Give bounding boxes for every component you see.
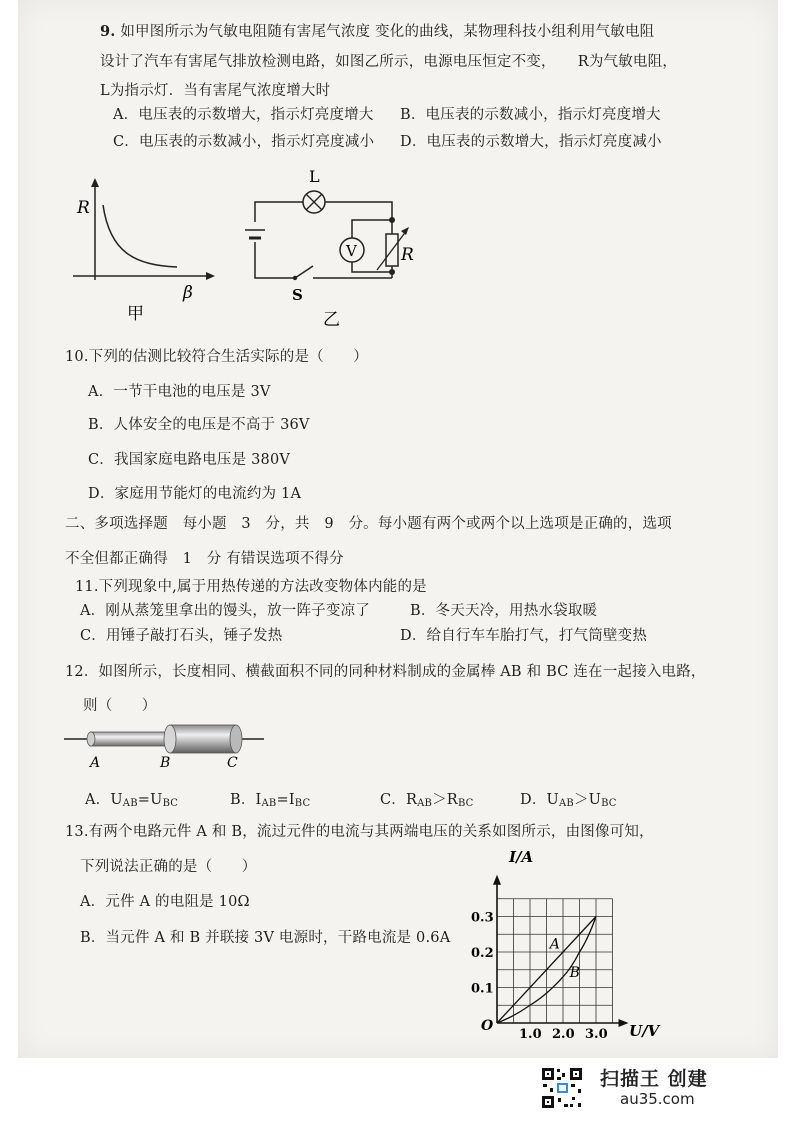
q9-line3: L为指示灯．当有害尾气浓度增大时	[100, 83, 331, 99]
yi-lamp-label: L	[309, 167, 320, 186]
q10-option-c: C．我国家庭电路电压是 380V	[88, 452, 291, 468]
q10-option-d: D．家庭用节能灯的电流约为 1A	[88, 486, 302, 502]
jia-xlabel: β	[183, 283, 193, 303]
qr-code-icon	[540, 1066, 584, 1110]
q9-option-b: B．电压表的示数减小，指示灯亮度增大	[400, 107, 661, 123]
q9-option-a: A．电压表的示数增大，指示灯亮度增大	[113, 107, 374, 123]
q9-stem-2: 设计了汽车有害尾气排放检测电路，如图乙所示，电源电压恒定不变，	[100, 54, 556, 70]
q9-line2	[100, 50, 677, 71]
q12-option-c: C．$R_{AB}>R_{BC}$	[380, 792, 474, 809]
chart-y-tick-label: 0.2	[471, 946, 494, 961]
yi-meter-label: V	[346, 242, 357, 260]
series-label-b: B	[569, 964, 580, 981]
jia-x-arrow	[206, 272, 215, 280]
jia-caption: 甲	[127, 304, 144, 324]
chart-xlabel: U/V	[629, 1022, 660, 1040]
yi-wire-bottom-left	[255, 242, 295, 278]
rod-label-b: B	[160, 755, 171, 770]
chart-ylabel: I/A	[509, 848, 534, 866]
q13-option-b: B．当元件 A 和 B 并联接 3V 电源时，干路电流是 0.6A	[80, 930, 451, 946]
q9-stem-1: 如甲图所示为气敏电阻随有害尾气浓度 变化的曲线，某物理科技小组利用气敏电阻	[120, 24, 655, 40]
q9-option-d: D．电压表的示数增大，指示灯亮度减小	[400, 134, 662, 150]
yi-switch-label: S	[292, 286, 303, 304]
scanner-watermark	[540, 1062, 780, 1112]
q9-stem-2b: R为气敏电阻，	[577, 54, 678, 70]
yi-caption: 乙	[323, 310, 340, 330]
q10-option-a: A．一节干电池的电压是 3V	[88, 384, 271, 400]
q9-line1	[100, 20, 654, 41]
chart-x-tick-label: 1.0	[519, 1027, 542, 1042]
jia-y-arrow	[91, 178, 99, 187]
q10-option-b: B．人体安全的电压是不高于 36V	[88, 417, 310, 433]
series-label-a: A	[549, 936, 560, 953]
q9-number: 9.	[100, 23, 116, 40]
yi-resistor-label: R	[401, 245, 414, 265]
rod-bc	[170, 725, 236, 753]
yi-wire-top-left	[255, 202, 303, 222]
jia-curve	[103, 205, 177, 267]
chart-x-tick-label: 3.0	[585, 1027, 608, 1042]
q12-option-a: A．$U_{AB}=U_{BC}$	[85, 792, 179, 809]
section2-line2: 不全但都正确得 1 分 有错误选项不得分	[65, 551, 344, 567]
q13-stem: 13.有两个电路元件 A 和 B，流过元件的电流与其两端电压的关系如图所示，由图像可知，	[65, 824, 654, 840]
switch-icon	[295, 266, 313, 278]
yi-wire-top-right	[325, 202, 392, 220]
q12-option-d: D．$U_{AB}>U_{BC}$	[520, 792, 617, 809]
q12-stem: 12．如图所示，长度相同、横截面积不同的同种材料制成的金属棒 AB 和 BC 连在一起接入电路，	[65, 664, 706, 680]
q11-option-a: A．刚从蒸笼里拿出的馒头，放一阵子变凉了	[80, 603, 370, 619]
chart-origin-label: O	[481, 1018, 494, 1034]
q13-stem2: 下列说法正确的是（ ）	[80, 859, 257, 875]
scanner-brand: 扫描王 创建	[600, 1068, 708, 1090]
chart-x-arrow	[619, 1019, 629, 1027]
q9-figure-yi	[235, 160, 435, 330]
chart-x-tick-label: 2.0	[552, 1027, 575, 1042]
section2-line1: 二、多项选择题 每小题 3 分，共 9 分。每小题有两个或两个以上选项是正确的，选项	[65, 516, 672, 532]
q12-stem2: 则（ ）	[83, 698, 157, 714]
q12-option-b: B．$I_{AB}=I_{BC}$	[230, 792, 311, 809]
chart-y-arrow	[493, 875, 501, 885]
q11-option-d: D．给自行车车胎打气，打气筒壁变热	[400, 628, 648, 644]
q13-option-a: A．元件 A 的电阻是 10Ω	[80, 894, 250, 910]
q9-figure-jia	[65, 175, 225, 325]
q11-option-c: C．用锤子敲打石头，锤子发热	[80, 628, 283, 644]
q10-stem: 10.下列的估测比较符合生活实际的是（ ）	[65, 349, 368, 365]
q13-iu-chart	[465, 840, 665, 1045]
chart-y-tick-label: 0.3	[471, 910, 494, 926]
rod-label-c: C	[227, 755, 238, 770]
q11-option-b: B．冬天天冷，用热水袋取暖	[410, 603, 598, 619]
jia-ylabel: R	[77, 198, 90, 218]
q11-stem: 11.下列现象中,属于用热传递的方法改变物体内能的是	[75, 579, 427, 595]
chart-y-tick-label: 0.1	[471, 981, 494, 997]
q12-figure-rods	[60, 715, 270, 770]
q9-option-c: C．电压表的示数减小，指示灯亮度减小	[113, 134, 375, 150]
rod-ab	[90, 732, 170, 746]
rod-label-a: A	[90, 755, 101, 770]
scanner-site: au35.com	[620, 1090, 695, 1108]
